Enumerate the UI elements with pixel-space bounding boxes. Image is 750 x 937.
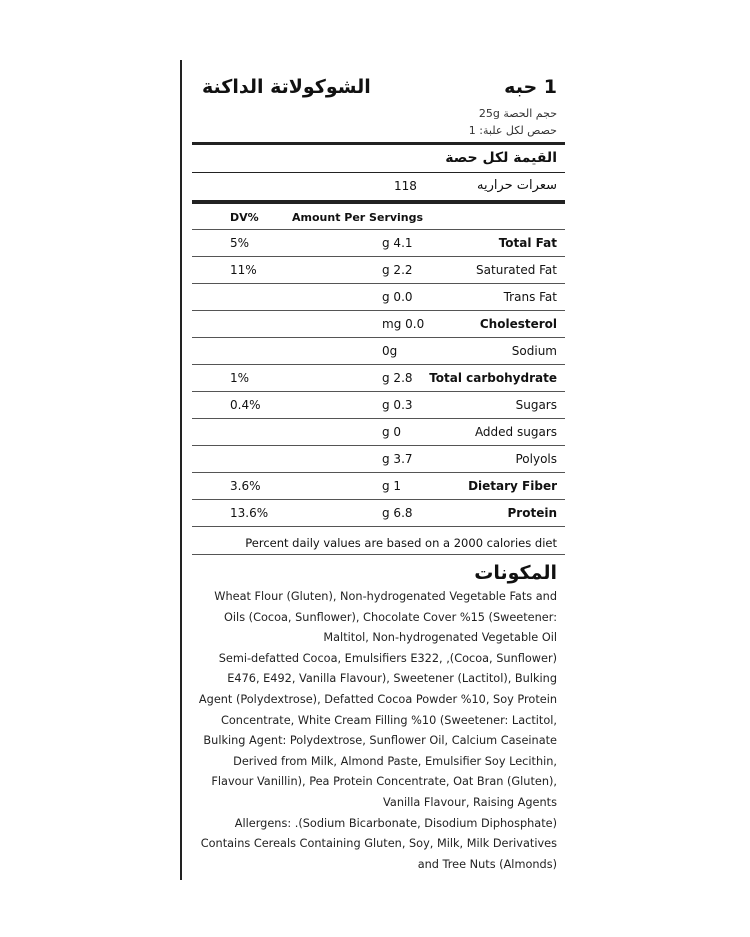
- nutrient-amount: g 0.0: [382, 290, 413, 304]
- nutrient-row: [192, 364, 565, 392]
- nutrient-dv: 5%: [230, 236, 250, 250]
- piece-count: 1 حبه: [504, 76, 557, 98]
- nutrient-row: [192, 472, 565, 500]
- ingredients-line: Flavour Vanillin), Pea Protein Concentrate, Oat Bran (Gluten),: [211, 775, 557, 789]
- nutrient-row: [192, 418, 565, 446]
- nutrient-amount: mg 0.0: [382, 317, 425, 331]
- ingredients-line: Concentrate, White Cream Filling %10 (Sweetener: Lactitol,: [221, 713, 557, 727]
- nutrition-label: [180, 60, 565, 880]
- nutrient-dv: 0.4%: [230, 398, 261, 412]
- ingredients-line: Wheat Flour (Gluten), Non-hydrogenated Vegetable Fats and: [214, 590, 557, 603]
- nutrient-name: Sodium: [511, 344, 557, 358]
- value-per-serving-heading: القيمة لكل حصة: [445, 150, 557, 166]
- nutrient-name: Dietary Fiber: [468, 479, 557, 493]
- nutrient-dv: 3.6%: [230, 479, 261, 493]
- calories-label: سعرات حراريه: [476, 178, 557, 193]
- servings-per-pack: حصص لكل علبة: 1: [468, 124, 557, 137]
- ingredients-heading: المكونات: [474, 562, 557, 584]
- divider: [192, 172, 565, 173]
- column-header-dv: DV%: [230, 211, 259, 224]
- daily-value-footnote: Percent daily values are based on a 2000 calories diet: [245, 536, 557, 550]
- ingredients-line: E476, E492, Vanilla Flavour), Sweetener (Lactitol), Bulking: [227, 672, 557, 686]
- nutrient-name: Sugars: [515, 398, 557, 412]
- ingredients-line: Derived from Milk, Almond Paste, Emulsifier Soy Lecithin,: [233, 754, 557, 768]
- nutrient-name: Protein: [507, 506, 557, 520]
- ingredients-line: Semi-defatted Cocoa, Emulsifiers E322, ,(Cocoa, Sunflower): [218, 651, 557, 665]
- product-name: الشوكولاتة الداكنة: [202, 76, 371, 98]
- nutrient-name: Total Fat: [498, 236, 557, 250]
- nutrient-row: [192, 337, 565, 365]
- nutrient-amount: g 4.1: [382, 236, 413, 250]
- ingredients-line: Vanilla Flavour, Raising Agents: [383, 795, 557, 809]
- nutrient-amount: g 3.7: [382, 452, 413, 466]
- nutrient-name: Trans Fat: [503, 290, 557, 304]
- ingredients-line: Allergens: .(Sodium Bicarbonate, Disodium Diphosphate): [234, 816, 557, 830]
- nutrient-row: [192, 283, 565, 311]
- nutrient-amount: 0g: [382, 344, 398, 358]
- ingredients-line: and Tree Nuts (Almonds): [417, 857, 557, 871]
- nutrient-dv: 11%: [230, 263, 257, 277]
- ingredients-line: Agent (Polydextrose), Defatted Cocoa Powder %10, Soy Protein: [198, 692, 557, 706]
- nutrient-dv: 1%: [230, 371, 250, 385]
- divider-thick: [192, 200, 565, 204]
- ingredients-line: Oils (Cocoa, Sunflower), Chocolate Cover %15 (Sweetener:: [224, 610, 557, 624]
- label-header: [190, 76, 557, 104]
- divider: [192, 526, 565, 527]
- nutrient-amount: g 0: [382, 425, 402, 439]
- ingredients-line: Maltitol, Non-hydrogenated Vegetable Oil: [323, 631, 557, 645]
- nutrient-row: [192, 229, 565, 257]
- nutrient-row: [192, 499, 565, 527]
- nutrient-amount: g 1: [382, 479, 402, 493]
- nutrient-amount: g 0.3: [382, 398, 413, 412]
- ingredients-line: Contains Cereals Containing Gluten, Soy, Milk, Milk Derivatives: [200, 837, 557, 851]
- serving-size: حجم الحصة 25g: [478, 107, 557, 120]
- nutrient-name: Saturated Fat: [476, 263, 557, 277]
- nutrient-name: Added sugars: [474, 425, 557, 439]
- nutrient-name: Polyols: [515, 452, 557, 466]
- divider: [192, 554, 565, 555]
- calories-value: 118: [394, 179, 417, 193]
- nutrient-amount: g 2.8: [382, 371, 413, 385]
- divider-thick: [192, 142, 565, 145]
- column-header-amount: Amount Per Servings: [292, 211, 424, 224]
- nutrient-row: [192, 445, 565, 473]
- nutrient-row: [192, 310, 565, 338]
- ingredients-text: [192, 587, 557, 875]
- nutrient-name: Total carbohydrate: [429, 371, 557, 385]
- nutrient-name: Cholesterol: [479, 317, 557, 331]
- nutrient-row: [192, 256, 565, 284]
- nutrient-dv: 13.6%: [230, 506, 269, 520]
- nutrient-amount: g 6.8: [382, 506, 413, 520]
- ingredients-line: Bulking Agent: Polydextrose, Sunflower Oil, Calcium Caseinate: [203, 734, 557, 748]
- nutrient-amount: g 2.2: [382, 263, 413, 277]
- nutrient-row: [192, 391, 565, 419]
